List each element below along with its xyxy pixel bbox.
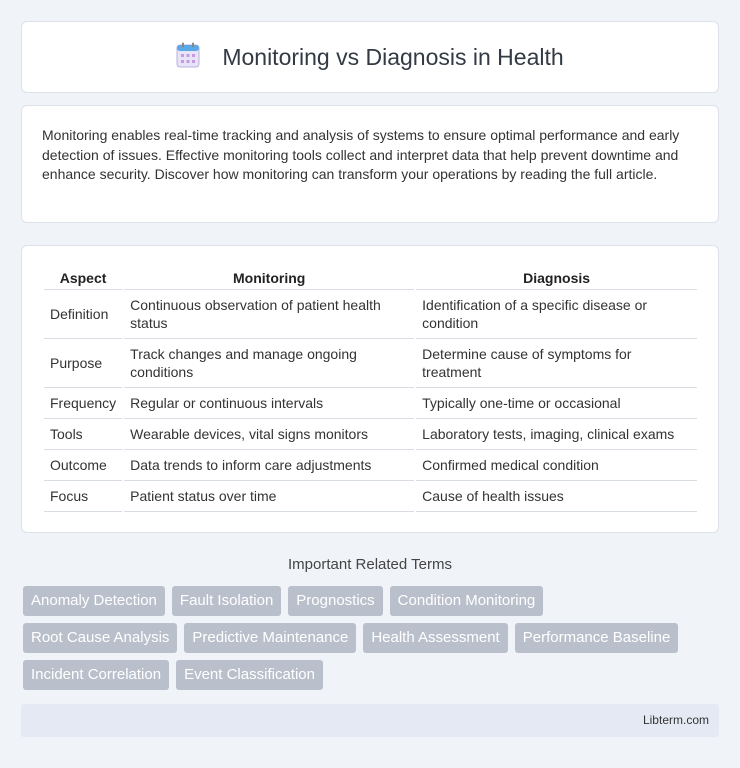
table-cell-diagnosis: Laboratory tests, imaging, clinical exams — [416, 419, 697, 450]
table-row — [44, 450, 697, 481]
table-cell-diagnosis: Cause of health issues — [416, 481, 697, 512]
header-card — [21, 21, 719, 93]
table-cell-diagnosis: Confirmed medical condition — [416, 450, 697, 481]
tag-event-classification[interactable]: Event Classification — [176, 660, 323, 690]
tag-incident-correlation[interactable]: Incident Correlation — [23, 660, 169, 690]
table-cell-diagnosis: Identification of a specific disease or condition — [416, 290, 697, 339]
tag-row — [23, 660, 723, 690]
tag-condition-monitoring[interactable]: Condition Monitoring — [390, 586, 544, 616]
table-cell-monitoring: Patient status over time — [124, 481, 414, 512]
tag-fault-isolation[interactable]: Fault Isolation — [172, 586, 281, 616]
table-cell-aspect: Definition — [44, 290, 122, 339]
table-row — [44, 339, 697, 388]
table-row — [44, 388, 697, 419]
tag-row — [23, 586, 723, 616]
page-title: Monitoring vs Diagnosis in Health — [222, 43, 564, 70]
comparison-table-card — [21, 245, 719, 533]
tag-health-assessment[interactable]: Health Assessment — [363, 623, 507, 653]
table-cell-aspect: Purpose — [44, 339, 122, 388]
tag-performance-baseline[interactable]: Performance Baseline — [515, 623, 679, 653]
table-cell-aspect: Focus — [44, 481, 122, 512]
table-cell-diagnosis: Determine cause of symptoms for treatment — [416, 339, 697, 388]
footer-site-link[interactable]: Libterm.com — [642, 713, 709, 727]
tag-prognostics[interactable]: Prognostics — [288, 586, 382, 616]
table-row — [44, 481, 697, 512]
table-cell-diagnosis: Typically one-time or occasional — [416, 388, 697, 419]
table-header-row — [44, 266, 697, 290]
table-cell-aspect: Tools — [44, 419, 122, 450]
related-terms-list — [23, 586, 723, 697]
tag-root-cause-analysis[interactable]: Root Cause Analysis — [23, 623, 177, 653]
intro-text: Monitoring enables real-time tracking and analysis of systems to ensure optimal performance and early detection of issues. Effective monitoring tools collect and interpret data that help prevent downtime and enhance security. Discover how monitoring can transform your operations by reading the full article. — [42, 127, 680, 182]
tag-anomaly-detection[interactable]: Anomaly Detection — [23, 586, 165, 616]
tag-row — [23, 623, 723, 653]
table-cell-monitoring: Continuous observation of patient health status — [124, 290, 414, 339]
column-header-monitoring: Monitoring — [124, 266, 414, 290]
table-cell-aspect: Frequency — [44, 388, 122, 419]
table-cell-aspect: Outcome — [44, 450, 122, 481]
footer — [21, 704, 719, 737]
table-cell-monitoring: Wearable devices, vital signs monitors — [124, 419, 414, 450]
table-cell-monitoring: Regular or continuous intervals — [124, 388, 414, 419]
column-header-aspect: Aspect — [44, 266, 122, 290]
table-row — [44, 419, 697, 450]
related-terms-heading: Important Related Terms — [288, 556, 452, 573]
table-row — [44, 290, 697, 339]
calendar-icon — [176, 42, 200, 73]
table-cell-monitoring: Data trends to inform care adjustments — [124, 450, 414, 481]
tag-predictive-maintenance[interactable]: Predictive Maintenance — [184, 623, 356, 653]
column-header-diagnosis: Diagnosis — [416, 266, 697, 290]
table-cell-monitoring: Track changes and manage ongoing conditions — [124, 339, 414, 388]
comparison-table — [42, 266, 699, 512]
intro-card — [21, 105, 719, 223]
